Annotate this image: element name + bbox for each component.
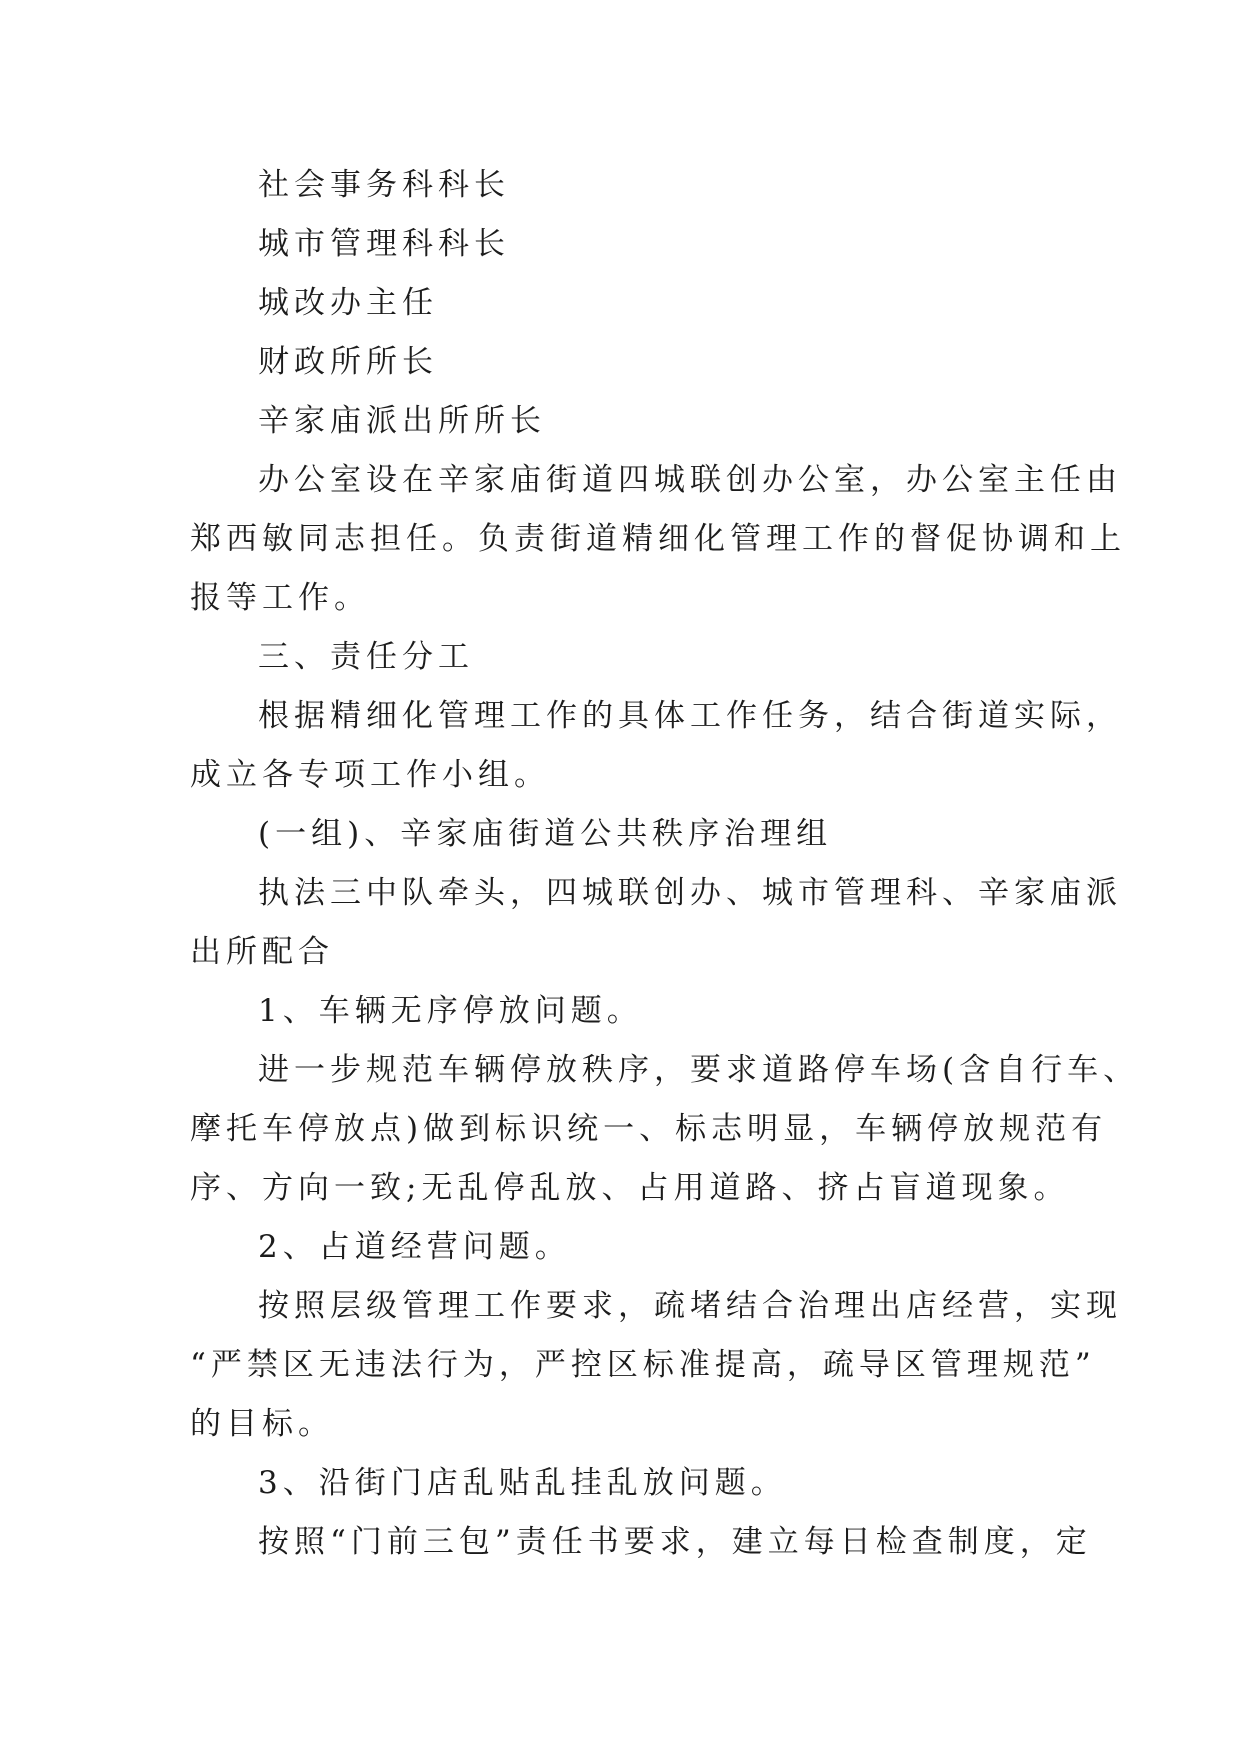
text-line: 报等工作。 <box>190 580 370 616</box>
text-line: 财政所所长 <box>258 344 438 380</box>
text-line: 根据精细化管理工作的具体工作任务，结合街道实际， <box>258 698 1122 734</box>
item-heading: 2、占道经营问题。 <box>258 1229 571 1265</box>
text-line: 的目标。 <box>190 1406 334 1442</box>
text-line: 郑西敏同志担任。负责街道精细化管理工作的督促协调和上 <box>190 521 1126 557</box>
text-line: 按照“门前三包”责任书要求，建立每日检查制度，定 <box>258 1524 1092 1560</box>
text-line: 城市管理科科长 <box>258 226 510 262</box>
text-line: 摩托车停放点)做到标识统一、标志明显，车辆停放规范有 <box>190 1111 1108 1147</box>
text-line: 辛家庙派出所所长 <box>258 403 546 439</box>
text-line: 成立各专项工作小组。 <box>190 757 550 793</box>
document-body <box>190 156 1140 1572</box>
subsection-heading: (一组)、辛家庙街道公共秩序治理组 <box>258 816 833 852</box>
text-line: 序、方向一致;无乱停乱放、占用道路、挤占盲道现象。 <box>190 1170 1070 1206</box>
text-line: “严禁区无违法行为，严控区标准提高，疏导区管理规范” <box>190 1347 1096 1383</box>
text-line: 办公室设在辛家庙街道四城联创办公室，办公室主任由 <box>258 462 1122 498</box>
text-line: 按照层级管理工作要求，疏堵结合治理出店经营，实现 <box>258 1288 1122 1324</box>
item-heading: 3、沿街门店乱贴乱挂乱放问题。 <box>258 1465 787 1501</box>
item-heading: 1、车辆无序停放问题。 <box>258 993 643 1029</box>
text-line: 社会事务科科长 <box>258 167 510 203</box>
text-line: 出所配合 <box>190 934 334 970</box>
text-line: 执法三中队牵头，四城联创办、城市管理科、辛家庙派 <box>258 875 1122 911</box>
text-line: 进一步规范车辆停放秩序，要求道路停车场(含自行车、 <box>258 1052 1140 1088</box>
section-heading: 三、责任分工 <box>258 639 474 675</box>
text-line: 城改办主任 <box>258 285 438 321</box>
